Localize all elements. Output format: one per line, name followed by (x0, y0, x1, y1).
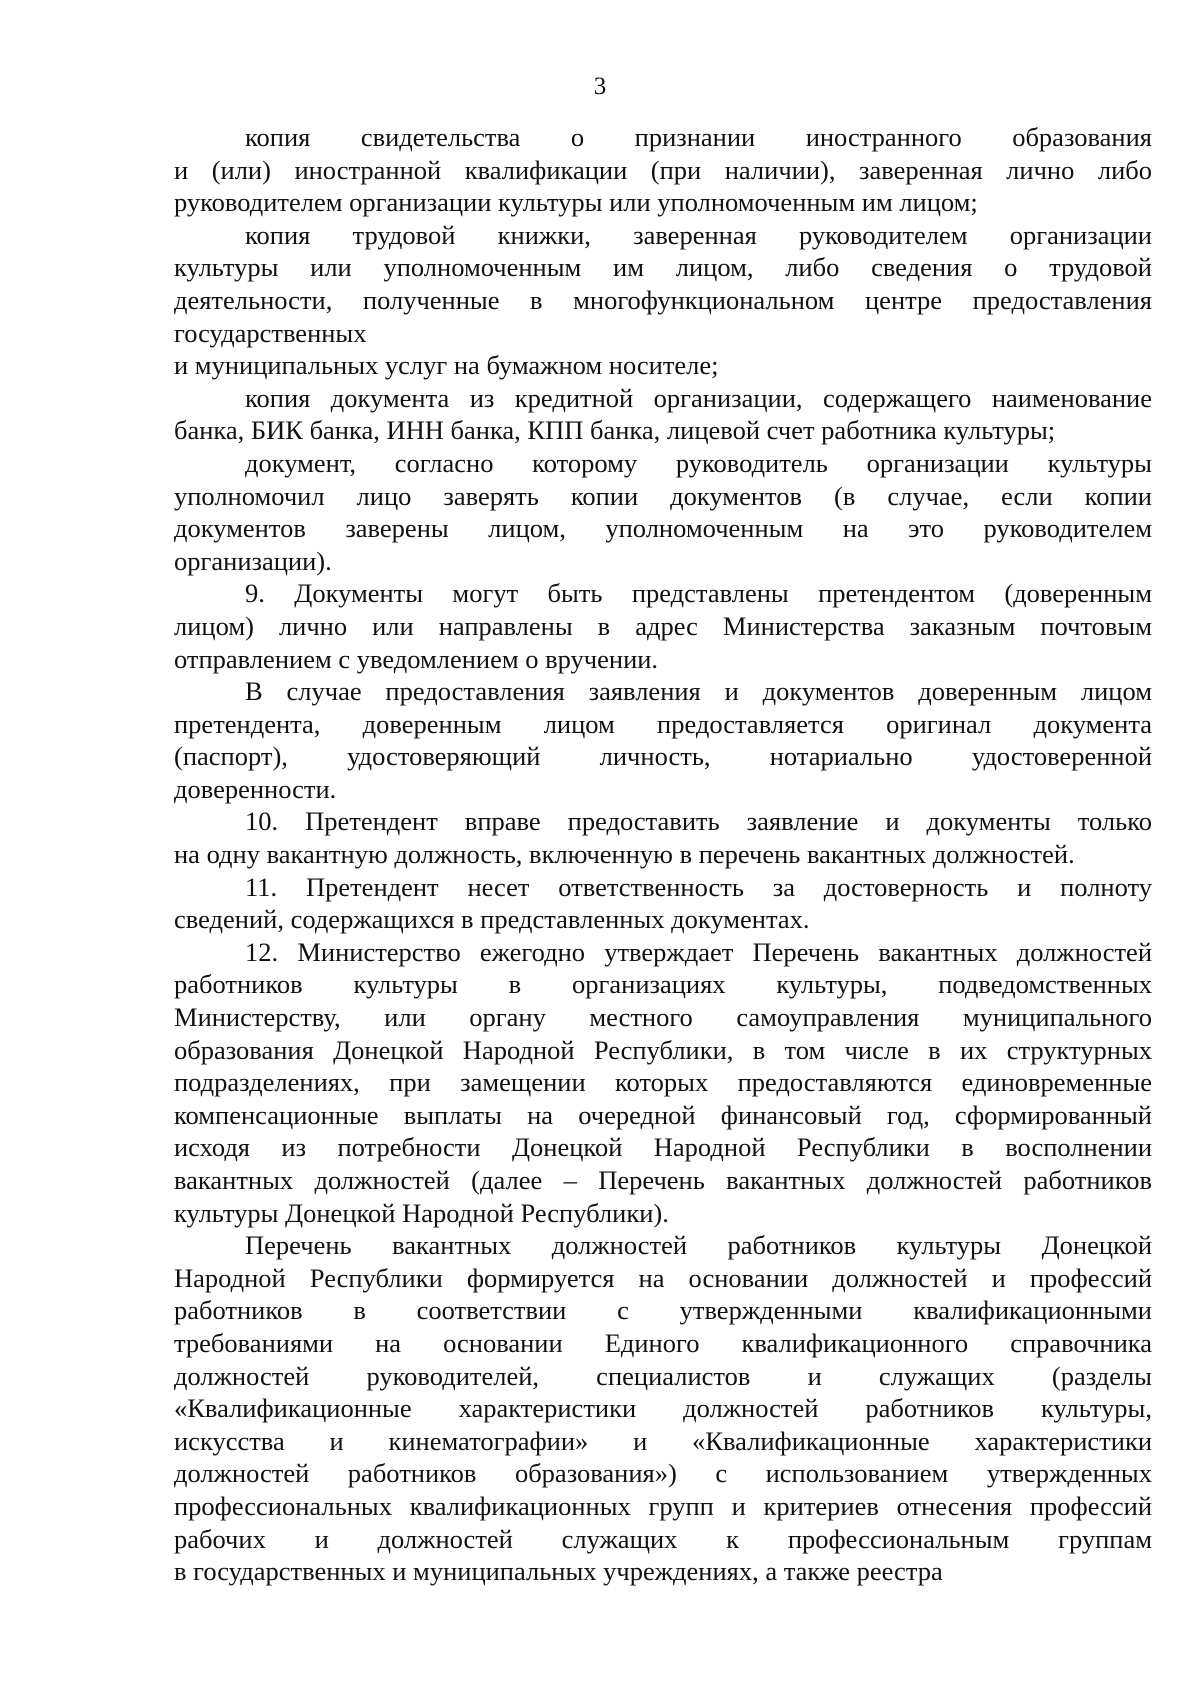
text-line: искусства и кинематографии» и «Квалификационные характеристики (174, 1425, 1152, 1456)
text-line: руководителем организации культуры или уполномоченным им лицом; (174, 187, 978, 218)
text-line: Перечень вакантных должностей работников культуры Донецкой (245, 1230, 1152, 1261)
text-line: и муниципальных услуг на бумажном носителе; (174, 350, 719, 381)
page-number: 3 (593, 73, 607, 100)
text-line: банка, БИК банка, ИНН банка, КПП банка, лицевой счет работника культуры; (174, 415, 1056, 446)
text-line: документ, согласно которому руководитель организации культуры (245, 447, 1152, 478)
text-line: доверенности. (174, 773, 337, 804)
text-line: 9. Документы могут быть представлены претендентом (доверенным (245, 578, 1152, 609)
text-line: компенсационные выплаты на очередной финансовый год, сформированный (174, 1099, 1152, 1130)
text-line: «Квалификационные характеристики должностей работников культуры, (174, 1393, 1152, 1424)
text-line: копия свидетельства о признании иностранного образования (245, 122, 1152, 152)
text-line: деятельности, полученные в многофункциональном центре предоставления (174, 284, 1152, 315)
text-line: исходя из потребности Донецкой Народной Республики в восполнении (174, 1132, 1152, 1163)
text-line: профессиональных квалификационных групп и критериев отнесения профессий (174, 1490, 1152, 1521)
text-line: претендента, доверенным лицом предоставляется оригинал документа (174, 708, 1152, 739)
text-line: вакантных должностей (далее – Перечень вакантных должностей работников (174, 1165, 1152, 1195)
text-line: подразделениях, при замещении которых предоставляются единовременные (174, 1067, 1152, 1098)
paragraph (174, 577, 1152, 675)
text-line: требованиями на основании Единого квалификационного справочника (174, 1327, 1152, 1358)
document-body (174, 121, 1152, 1588)
text-line: должностей работников образования») с использованием утвержденных (174, 1458, 1152, 1489)
text-line: копия трудовой книжки, заверенная руководителем организации (245, 219, 1152, 250)
text-line: документов заверены лицом, уполномоченным на это руководителем (174, 513, 1152, 544)
text-line: уполномочил лицо заверять копии документов (в случае, если копии (174, 480, 1152, 511)
text-line: работников в соответствии с утвержденными квалификационными (174, 1295, 1152, 1326)
paragraph (174, 1229, 1152, 1588)
paragraph (174, 675, 1152, 805)
paragraph (174, 219, 1152, 382)
text-line: в государственных и муниципальных учреждениях, а также реестра (174, 1556, 943, 1587)
text-line: отправлением с уведомлением о вручении. (174, 643, 659, 674)
text-line: 12. Министерство ежегодно утверждает Перечень вакантных должностей (245, 936, 1152, 967)
text-line: (паспорт), удостоверяющий личность, нотариально удостоверенной (174, 741, 1152, 772)
text-line: организации). (174, 545, 332, 576)
text-line: 11. Претендент несет ответственность за достоверность и полноту (245, 871, 1152, 902)
text-line: работников культуры в организациях культуры, подведомственных (174, 969, 1152, 1000)
text-line: культуры или уполномоченным им лицом, либо сведения о трудовой (174, 252, 1152, 283)
text-line: Народной Республики формируется на основании должностей и профессий (174, 1262, 1152, 1293)
text-line: государственных (174, 317, 367, 348)
paragraph (174, 121, 1152, 219)
paragraph (174, 936, 1152, 1229)
text-line: рабочих и должностей служащих к профессиональным группам (174, 1523, 1152, 1554)
text-line: В случае предоставления заявления и документов доверенным лицом (245, 676, 1152, 707)
text-line: культуры Донецкой Народной Республики). (174, 1197, 669, 1228)
text-line: сведений, содержащихся в представленных документах. (174, 904, 810, 935)
text-line: лицом) лично или направлены в адрес Министерства заказным почтовым (174, 610, 1152, 641)
paragraph (174, 447, 1152, 577)
paragraph (174, 871, 1152, 936)
text-line: и (или) иностранной квалификации (при наличии), заверенная лично либо (174, 154, 1152, 185)
text-line: на одну вакантную должность, включенную в перечень вакантных должностей. (174, 839, 1075, 870)
text-line: образования Донецкой Народной Республики, в том числе в их структурных (174, 1034, 1152, 1065)
text-line: должностей руководителей, специалистов и служащих (разделы (174, 1360, 1152, 1391)
text-line: копия документа из кредитной организации, содержащего наименование (245, 382, 1152, 413)
paragraph (174, 382, 1152, 447)
text-line: Министерству, или органу местного самоуправления муниципального (174, 1002, 1152, 1033)
paragraph (174, 805, 1152, 870)
text-line: 10. Претендент вправе предоставить заявление и документы только (245, 806, 1152, 837)
